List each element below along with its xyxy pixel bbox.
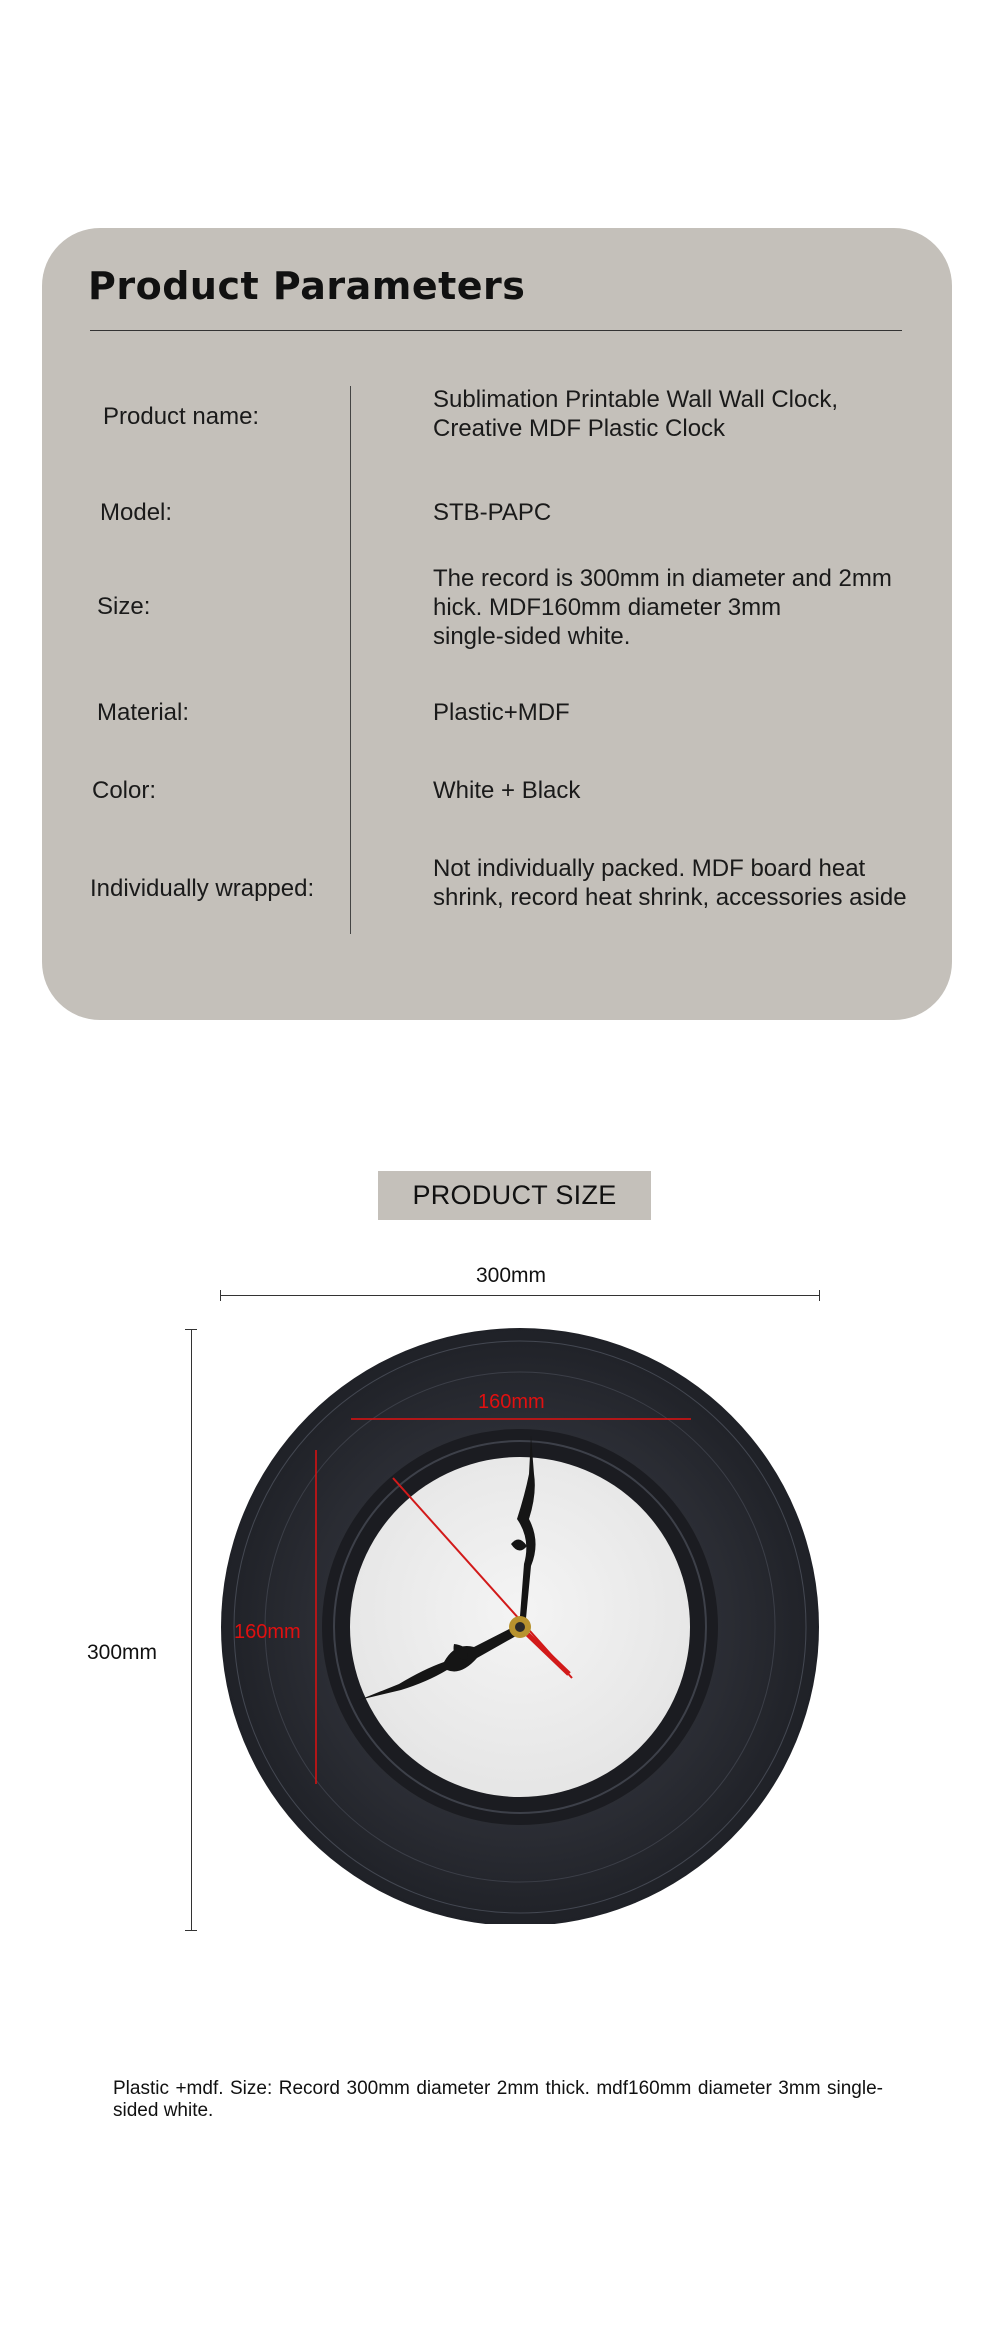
value-size (433, 564, 943, 651)
label-color: Color: (92, 777, 157, 804)
product-parameters-card (42, 228, 952, 1020)
value-line: hick. MDF160mm diameter 3mm (433, 594, 782, 621)
clock-svg (219, 1324, 819, 1924)
value-individually-wrapped (433, 854, 943, 912)
width-dimension-tick-left (220, 1290, 221, 1301)
width-dimension-tick-right (819, 1290, 820, 1301)
column-divider (350, 386, 351, 934)
product-size-badge: PRODUCT SIZE (378, 1171, 651, 1220)
value-line: Creative MDF Plastic Clock (433, 415, 726, 442)
value-line: single-sided white. (433, 623, 631, 650)
width-dimension-line (220, 1295, 820, 1296)
value-line: The record is 300mm in diameter and 2mm (433, 565, 892, 592)
value-product-name (433, 385, 943, 443)
value-line: shrink, record heat shrink, accessories aside (433, 884, 907, 911)
vinyl-clock-illustration (219, 1324, 819, 1924)
label-size: Size: (97, 593, 151, 620)
height-dimension-label: 300mm (87, 1641, 158, 1664)
height-dimension-line (191, 1329, 192, 1931)
title-divider (90, 330, 902, 331)
inner-height-dimension-label: 160mm (234, 1621, 301, 1643)
width-dimension-label: 300mm (476, 1264, 547, 1287)
value-color (433, 776, 943, 805)
label-model: Model: (100, 499, 173, 526)
parameters-title: Product Parameters (88, 264, 526, 308)
value-line: White + Black (433, 777, 581, 804)
value-line: STB-PAPC (433, 499, 552, 526)
value-model (433, 498, 943, 527)
label-individually-wrapped: Individually wrapped: (90, 875, 315, 902)
value-material (433, 698, 943, 727)
inner-width-dimension-label: 160mm (478, 1391, 545, 1413)
label-material: Material: (97, 699, 190, 726)
height-dimension-tick-top (185, 1329, 197, 1330)
center-pin (515, 1622, 525, 1632)
product-note: Plastic +mdf. Size: Record 300mm diameter 2mm thick. mdf160mm diameter 3mm single-sided white. (113, 2078, 883, 2121)
value-line: Not individually packed. MDF board heat (433, 855, 866, 882)
label-product-name: Product name: (103, 403, 260, 430)
height-dimension-tick-bottom (185, 1930, 197, 1931)
value-line: Plastic+MDF (433, 699, 570, 726)
value-line: Sublimation Printable Wall Wall Clock, (433, 386, 839, 413)
